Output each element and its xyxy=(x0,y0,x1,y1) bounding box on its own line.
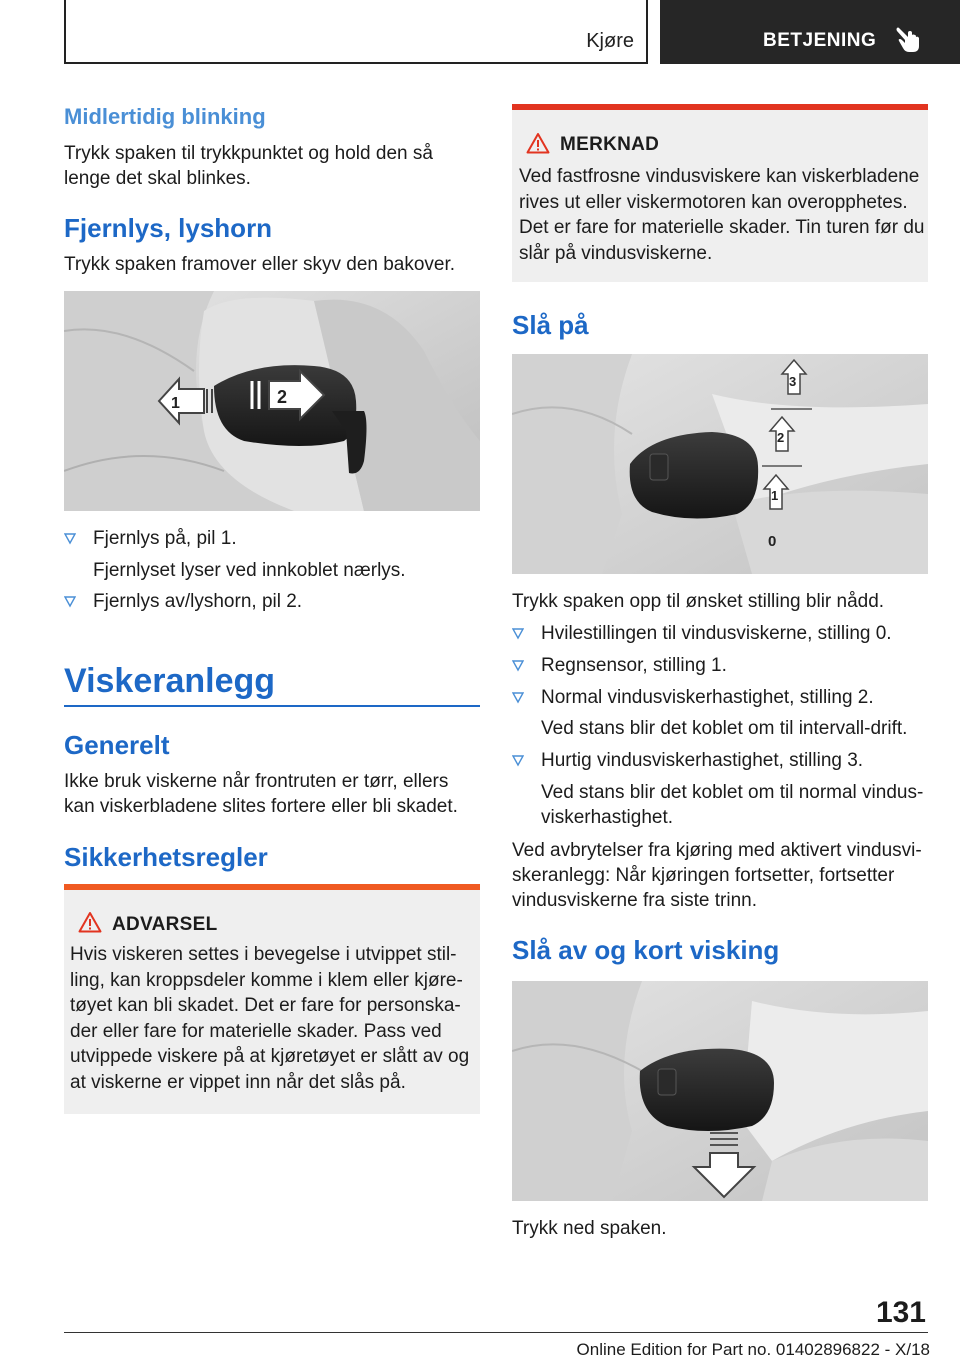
illustration-wiper-positions xyxy=(512,354,928,574)
list-item-subtext: Fjernlyset lyser ved innkoblet nærlys. xyxy=(93,560,406,581)
list-item-subtext: Ved stans blir det koblet om til intervall-drift. xyxy=(541,718,908,739)
section-divider xyxy=(64,705,480,707)
triangle-bullet-icon xyxy=(512,660,524,672)
illus-label-1: 1 xyxy=(171,395,180,412)
header-chapter-label: BETJENING xyxy=(763,30,877,51)
list-item-text: Fjernlys på, pil 1. xyxy=(93,528,237,549)
note-title: MERKNAD xyxy=(560,134,660,155)
heading-viskeranlegg: Viskeranlegg xyxy=(64,662,276,700)
warning-title: ADVARSEL xyxy=(112,914,218,935)
paragraph-fjernlys: Trykk spaken framover eller skyv den bakover. xyxy=(64,254,456,275)
triangle-bullet-icon xyxy=(512,692,524,704)
warning-text: Hvis viskeren settes i bevegelse i utvippet stilling, kan kroppsdeler komme i klem eller kjøretøyet kan bli skadet. Det er fare for personskader eller fare for materielle skader. Pass ved utvippede viskere på at kjøretøyet er slått av og at viskerne er vippet inn når det slås på. xyxy=(70,944,470,1093)
hand-pointer-icon xyxy=(896,24,922,54)
heading-fjernlys: Fjernlys, lyshorn xyxy=(64,213,273,243)
warning-box xyxy=(64,884,480,1114)
heading-sikkerhetsregler: Sikkerhetsregler xyxy=(64,842,268,872)
header-section-tab xyxy=(64,0,648,64)
warning-bar xyxy=(64,884,480,890)
page-number: 131 xyxy=(875,1296,926,1329)
footer-divider xyxy=(64,1332,928,1333)
warning-triangle-icon xyxy=(526,132,550,154)
paragraph-sla-pa: Trykk spaken opp til ønsket stilling blir nådd. xyxy=(512,591,885,612)
paragraph-blinking: Trykk spaken til trykkpunktet og hold den så lenge det skal blinkes. xyxy=(64,143,433,189)
heading-sla-pa: Slå på xyxy=(512,310,589,340)
list-item-text: Normal vindusviskerhastighet, stilling 2. xyxy=(541,687,874,708)
heading-sla-av: Slå av og kort visking xyxy=(512,935,780,965)
header-chapter-tab xyxy=(660,0,960,64)
list-item-text: Fjernlys av/lyshorn, pil 2. xyxy=(93,591,303,612)
note-text: Ved fastfrosne vindusviskere kan viskerbladene rives ut eller viskermotoren kan overopphetes. Det er fare for materielle skader. Tin turen før du slår på vindusviskerne. xyxy=(519,166,925,264)
footer-edition: Online Edition for Part no. 01402896822 - X/18 xyxy=(576,1340,930,1359)
paragraph-generelt: Ikke bruk viskerne når frontruten er tørr, ellers kan viskerbladene slites fortere eller bli skadet. xyxy=(64,771,458,817)
illus-label-1b: 1 xyxy=(771,488,779,503)
heading-generelt: Generelt xyxy=(64,730,170,760)
note-bar xyxy=(512,104,928,110)
illus-label-0: 0 xyxy=(768,533,777,550)
note-box xyxy=(512,104,928,282)
illus-label-2: 2 xyxy=(277,387,288,407)
paragraph-sla-av: Trykk ned spaken. xyxy=(512,1218,667,1239)
triangle-bullet-icon xyxy=(64,596,76,608)
illus-label-3: 3 xyxy=(789,374,797,389)
warning-triangle-icon xyxy=(78,911,102,933)
triangle-bullet-icon xyxy=(64,533,76,545)
paragraph-avbrytelser: Ved avbrytelser fra kjøring med aktivert vindusviskeranlegg: Når kjøringen fortsetter, fortsetter vindusviskerne fra siste trinn. xyxy=(512,840,922,911)
list-item-text: Regnsensor, stilling 1. xyxy=(541,655,727,676)
list-item-text: Hurtig vindusviskerhastighet, stilling 3. xyxy=(541,750,864,771)
illus-label-2b: 2 xyxy=(777,430,785,445)
header-section-label: Kjøre xyxy=(586,30,634,52)
list-item-subtext: Ved stans blir det koblet om til normal vindusviskerhastighet. xyxy=(541,782,924,828)
illustration-high-beam-lever xyxy=(64,291,480,511)
heading-midlertidig-blinking: Midlertidig blinking xyxy=(64,104,266,129)
list-item-text: Hvilestillingen til vindusviskerne, stilling 0. xyxy=(541,623,892,644)
triangle-bullet-icon xyxy=(512,628,524,640)
triangle-bullet-icon xyxy=(512,755,524,767)
illustration-wiper-down xyxy=(512,981,928,1201)
